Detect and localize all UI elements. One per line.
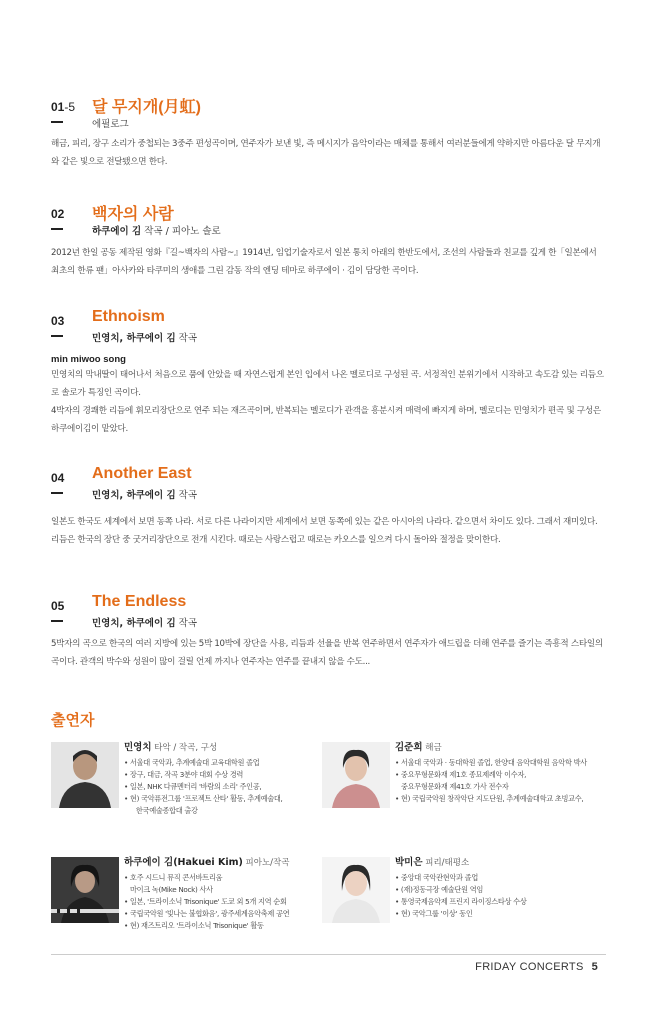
performer-name: 하쿠에이 김(Hakuei Kim) 피아노/작곡 [124,857,290,868]
item-subtitle: min miwoo song [51,354,126,365]
item-description: 일본도 한국도 세계에서 보면 동쪽 나라. 서로 다른 나라이지만 세계에서 보면 동쪽에 있는 같은 아시아의 나라다. 같으면서 차이도 있다. 그래서 재미있다. 리듬은 한국의 장단 중 굿거리장단으로 전개 시킨다. 때로는 사랑스럽고 때로는 카오스를 일으켜 다시 돌아와 절정을 맞이한다. [51,517,598,545]
program-item-02 [51,201,606,276]
footer-divider [51,954,606,955]
performer-photo [322,742,390,808]
item-number: 04 [51,471,65,485]
performer-bio-list: • 중앙대 국악관현악과 졸업 • (재)정동극장 예술단원 역임 • 통영국제음악제 프린지 라이징스타상 수상 • 현) 국악그룹 '이상' 동인 [395,873,527,918]
item-number: 02 [51,207,65,221]
item-description: 5박자의 곡으로 한국의 여러 지방에 있는 5박 10박에 장단을 사용, 리듬과 선율을 반복 연주하면서 연주자가 애드립을 더해 연주를 즐기는 즉흥적 스타일의 곡이다. 관객의 박수와 성원이 많이 걸릴 언제 까지나 연주자는 연주를 끝내지 않을 수도... [51,639,603,667]
item-number: 05 [51,599,65,613]
item-dash [51,620,63,622]
program-item-03 [51,308,606,434]
item-description: 2012년 한일 공동 제작된 영화『길~백자의 사람~』1914년, 임업기술자로서 일본 통치 아래의 한반도에서, 조선의 사람들과 친교를 깊게 한「일본에서 최초의 한류 팬」아사카와 타쿠미의 생애를 그린 감동 작의 엔딩 테마로 하쿠에이 · 김이 담당한 곡이다. [51,248,597,276]
item-title: The Endless [92,593,187,610]
performer-bio-list: • 서울대 국악과 · 동대학원 졸업, 한양대 음악대학원 음악학 박사 • 중요무형문화재 제1호 종묘제례악 이수자, 중요무형문화재 제41호 가사 전수자 • 현) 국립국악원 창작악단 지도단원, 추계예술대학교 초빙교수, [395,758,587,803]
item-description: 민영치의 막내딸이 태어나서 처음으로 품에 안았을 때 자연스럽게 본인 입에서 나온 멜로디로 구성된 곡. 서정적인 분위기에서 시작하고 속도감 있는 리듬으로 솔로가 특징인 곡이다. 4박자의 경쾌한 리듬에 휘모리장단으로 연주 되는 재즈곡이며, 반복되는 멜로디가 관객을 흥분시켜 매력에 빠지게 하며, 멜로디는 민영치가 편곡 및 구성은 하쿠에이김이 맡았다. [51,370,604,434]
program-item-04 [51,465,606,545]
item-dash [51,228,63,230]
performer-photo [322,857,390,923]
item-dash [51,492,63,494]
performer-name: 박미은 피리/태평소 [395,857,470,868]
item-title: Ethnoism [92,308,165,325]
performer-name: 김준희 해금 [395,742,442,753]
item-title: 달 무지개(月虹) [92,99,201,116]
item-description: 해금, 피리, 장구 소리가 중첩되는 3중주 편성곡이며, 연주자가 보낸 빛, 즉 메시지가 음악이라는 매체를 통해서 여러분들에게 약하지만 아름다운 달 무지개와 같은 빛으로 전달됐으면 한다. [51,139,601,167]
performer-bio-list: • 호주 시드니 뮤직 콘서바트리움 마이크 녹(Mike Nock) 사사 • 일본, '트라이소닉 Trisonique' 도쿄 외 5개 지역 순회 • 국립국악원 '빛나는 불협화음', 광주세계음악축제 공연 • 현) 재즈트리오 '트라이소닉 Trisonique' 활동 [124,873,290,930]
performer-name: 민영치 타악 / 작곡, 구성 [124,742,218,753]
program-item-01 [51,94,606,167]
item-credit: 민영치, 하쿠에이 김 작곡 [92,618,198,629]
page-footer [475,961,598,973]
performers-heading: 출연자 [51,711,95,729]
item-credit: 민영치, 하쿠에이 김 작곡 [92,490,198,501]
item-credit: 하쿠에이 김 작곡 / 피아노 솔로 [92,226,221,237]
program-item-05 [51,593,606,667]
item-credit: 민영치, 하쿠에이 김 작곡 [92,333,198,344]
performer-bio-list: • 서울대 국악과, 추계예술대 교육대학원 졸업 • 장구, 대금, 작곡 3분야 대회 수상 경력 • 일본, NHK 다큐멘터리 '바람의 소리' 주인공, • 현) 국악퓨전그룹 '프로젝트 산타' 활동, 추계예술대, 한국예술종합대 출강 [124,758,283,815]
item-credit: 에필로그 [92,119,129,130]
item-dash [51,335,63,337]
item-title: Another East [92,465,192,482]
item-title: 백자의 사람 [92,206,174,223]
performer-photo [51,857,119,923]
item-number: 03 [51,314,65,328]
footer-label: FRIDAY CONCERTS [475,961,584,973]
item-number: 01-5 [51,100,76,114]
performer-photo [51,742,119,808]
item-dash [51,121,63,123]
page-number: 5 [591,961,598,973]
